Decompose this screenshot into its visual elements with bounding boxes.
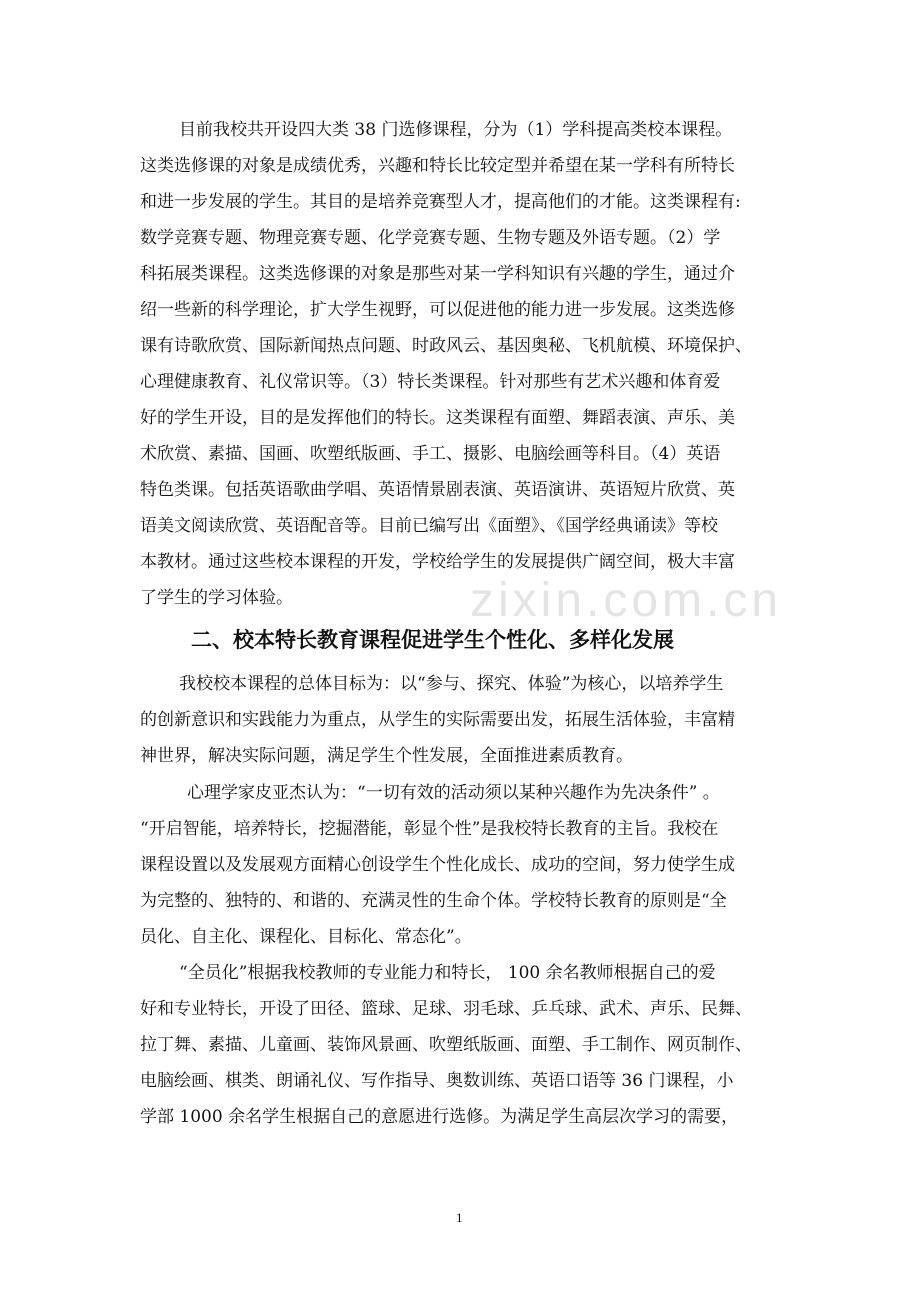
paragraph-line: 这类选修课的对象是成绩优秀，兴趣和特长比较定型并希望在某一学科有所特长 [140, 156, 735, 176]
paragraph-line: 特色类课。包括英语歌曲学唱、英语情景剧表演、英语演讲、英语短片欣赏、英 [140, 480, 735, 500]
paragraph-line: 员化、自主化、课程化、目标化、常态化”。 [140, 927, 472, 947]
paragraph-line: 神世界，解决实际问题，满足学生个性发展，全面推进素质教育。 [140, 746, 633, 766]
paragraph-line: 和进一步发展的学生。其目的是培养竞赛型人才，提高他们的才能。这类课程有: [140, 192, 741, 212]
watermark: zixin.com.cn [470, 574, 783, 627]
paragraph-line: 为完整的、独特的、和谐的、充满灵性的生命个体。学校特长教育的原则是“全 [140, 891, 727, 911]
paragraph-line: “全员化”根据我校教师的专业能力和特长， 100 余名教师根据自己的爱 [179, 963, 716, 983]
paragraph-line: 好的学生开设，目的是发挥他们的特长。这类课程有面塑、舞蹈表演、声乐、美 [140, 408, 735, 428]
page-number: 1 [456, 1210, 463, 1225]
paragraph-line: “开启智能，培养特长，挖掘潜能，彰显个性”是我校特长教育的主旨。我校在 [140, 819, 719, 839]
paragraph-line: 语美文阅读欣赏、英语配音等。目前已编写出《面塑》、《国学经典诵读》等校 [140, 516, 718, 536]
paragraph-line: 术欣赏、素描、国画、吹塑纸版画、手工、摄影、电脑绘画等科目。（4）英语 [140, 444, 721, 464]
section-heading: 二、校本特长教育课程促进学生个性化、多样化发展 [191, 628, 674, 652]
paragraph-line: 绍一些新的科学理论，扩大学生视野，可以促进他的能力进一步发展。这类选修 [140, 300, 735, 320]
paragraph-line: 课有诗歌欣赏、国际新闻热点问题、时政风云、基因奥秘、飞机航模、环境保护、 [140, 336, 752, 356]
paragraph-line: 电脑绘画、棋类、朗诵礼仪、写作指导、奥数训练、英语口语等 36 门课程，小 [140, 1071, 734, 1091]
paragraph-line: 好和专业特长，开设了田径、篮球、足球、羽毛球、乒乓球、武术、声乐、民舞、 [140, 999, 752, 1019]
paragraph-line: 了学生的学习体验。 [140, 588, 293, 608]
paragraph-line: 本教材。通过这些校本课程的开发，学校给学生的发展提供广阔空间，极大丰富 [140, 552, 735, 572]
paragraph-line: 目前我校共开设四大类 38 门选修课程，分为（1）学科提高类校本课程。 [179, 120, 733, 140]
paragraph-line: 我校校本课程的总体目标为：以“参与、探究、体验”为核心，以培养学生 [179, 674, 724, 694]
paragraph-line: 课程设置以及发展观方面精心创设学生个性化成长、成功的空间，努力使学生成 [140, 855, 735, 875]
paragraph-line: 心理学家皮亚杰认为：“一切有效的活动须以某种兴趣作为先决条件” 。 [187, 783, 720, 803]
paragraph-line: 拉丁舞、素描、儿童画、装饰风景画、吹塑纸版画、面塑、手工制作、网页制作、 [140, 1035, 752, 1055]
paragraph-line: 的创新意识和实践能力为重点，从学生的实际需要出发，拓展生活体验，丰富精 [140, 710, 735, 730]
paragraph-line: 数学竞赛专题、物理竞赛专题、化学竞赛专题、生物专题及外语专题。（2）学 [140, 228, 721, 248]
paragraph-line: 心理健康教育、礼仪常识等。（3）特长类课程。针对那些有艺术兴趣和体育爱 [140, 372, 721, 392]
paragraph-line: 学部 1000 余名学生根据自己的意愿进行选修。为满足学生高层次学习的需要， [140, 1107, 739, 1127]
paragraph-line: 科拓展类课程。这类选修课的对象是那些对某一学科知识有兴趣的学生，通过介 [140, 264, 735, 284]
